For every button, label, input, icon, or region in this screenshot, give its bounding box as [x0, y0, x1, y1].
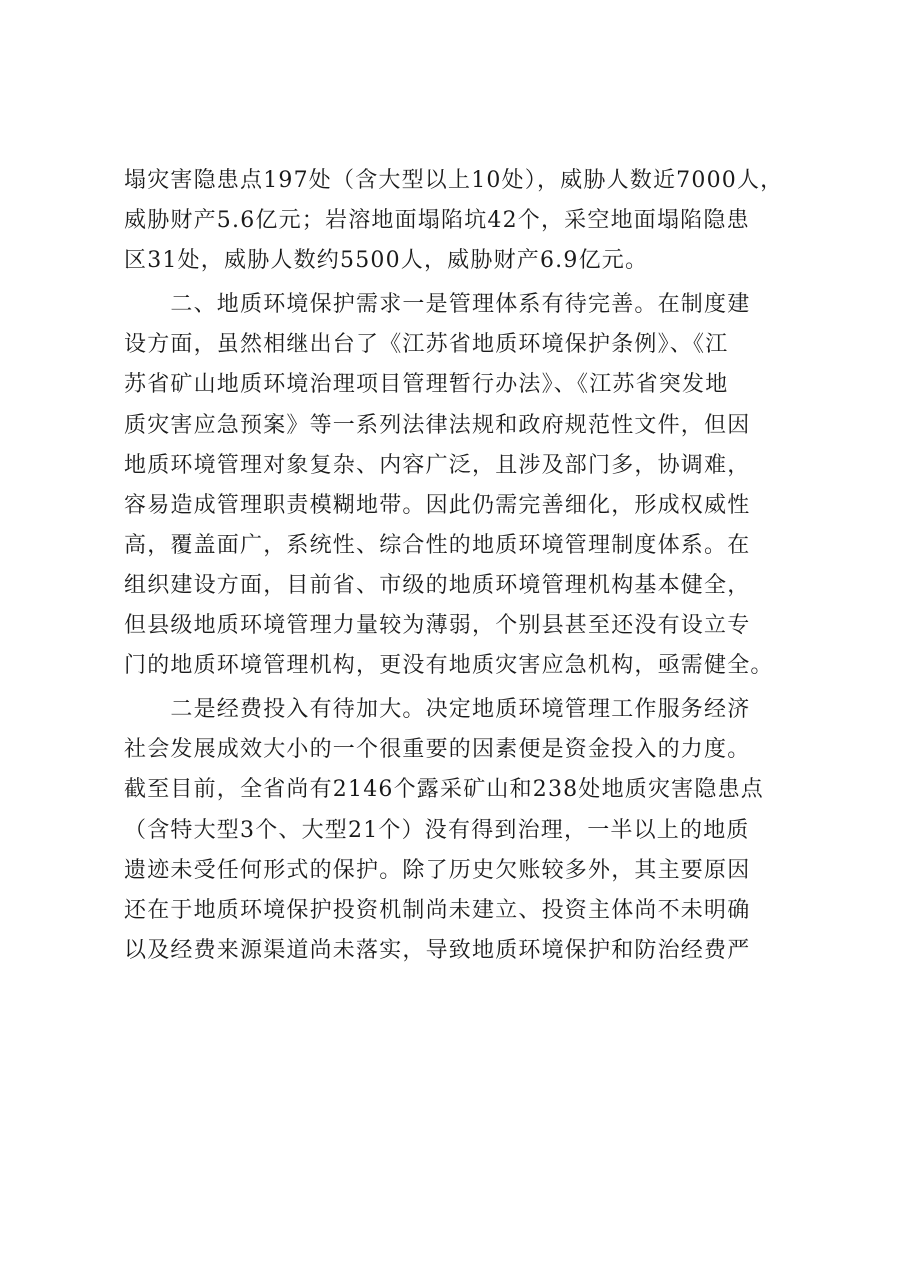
text-line: （含特大型3个、大型21个）没有得到治理，一半以上的地质 — [124, 817, 750, 843]
text-line: 设方面，虽然相继出台了《江苏省地质环境保护条例》、《江 — [124, 332, 729, 358]
text-line: 威胁财产5.6亿元；岩溶地面塌陷坑42个，采空地面塌陷隐患 — [124, 208, 750, 234]
paragraph-3 — [124, 690, 804, 971]
text-line: 截至目前，全省尚有2146个露采矿山和238处地质灾害隐患点 — [124, 777, 764, 803]
text-line: 遗迹未受任何形式的保护。除了历史欠账较多外，其主要原因 — [124, 857, 751, 883]
body-text — [124, 161, 804, 971]
paragraph-1 — [124, 161, 804, 281]
text-line: 组织建设方面，目前省、市级的地质环境管理机构基本健全， — [124, 572, 751, 598]
text-line: 二、地质环境保护需求一是管理体系有待完善。在制度建 — [124, 292, 751, 318]
text-line: 但县级地质环境管理力量较为薄弱，个别县甚至还没有设立专 — [124, 613, 751, 639]
text-line: 质灾害应急预案》等一系列法律法规和政府规范性文件，但因 — [124, 412, 751, 438]
text-line: 二是经费投入有待加大。决定地质环境管理工作服务经济 — [124, 697, 751, 723]
paragraph-2 — [124, 285, 804, 686]
text-line: 以及经费来源渠道尚未落实，导致地质环境保护和防治经费严 — [124, 937, 751, 963]
text-line: 地质环境管理对象复杂、内容广泛，且涉及部门多，协调难， — [124, 452, 751, 478]
text-line: 区31处，威胁人数约5500人，威胁财产6.9亿元。 — [124, 248, 649, 274]
text-line: 门的地质环境管理机构，更没有地质灾害应急机构，亟需健全。 — [124, 653, 774, 679]
text-line: 还在于地质环境保护投资机制尚未建立、投资主体尚不未明确 — [124, 897, 751, 923]
text-line: 塌灾害隐患点197处（含大型以上10处），威胁人数近7000人， — [124, 168, 784, 193]
text-line: 苏省矿山地质环境治理项目管理暂行办法》、《江苏省突发地 — [124, 372, 729, 398]
text-line: 社会发展成效大小的一个很重要的因素便是资金投入的力度。 — [124, 737, 751, 763]
text-line: 高，覆盖面广，系统性、综合性的地质环境管理制度体系。在 — [124, 532, 751, 558]
text-line: 容易造成管理职责模糊地带。因此仍需完善细化，形成权威性 — [124, 492, 751, 518]
